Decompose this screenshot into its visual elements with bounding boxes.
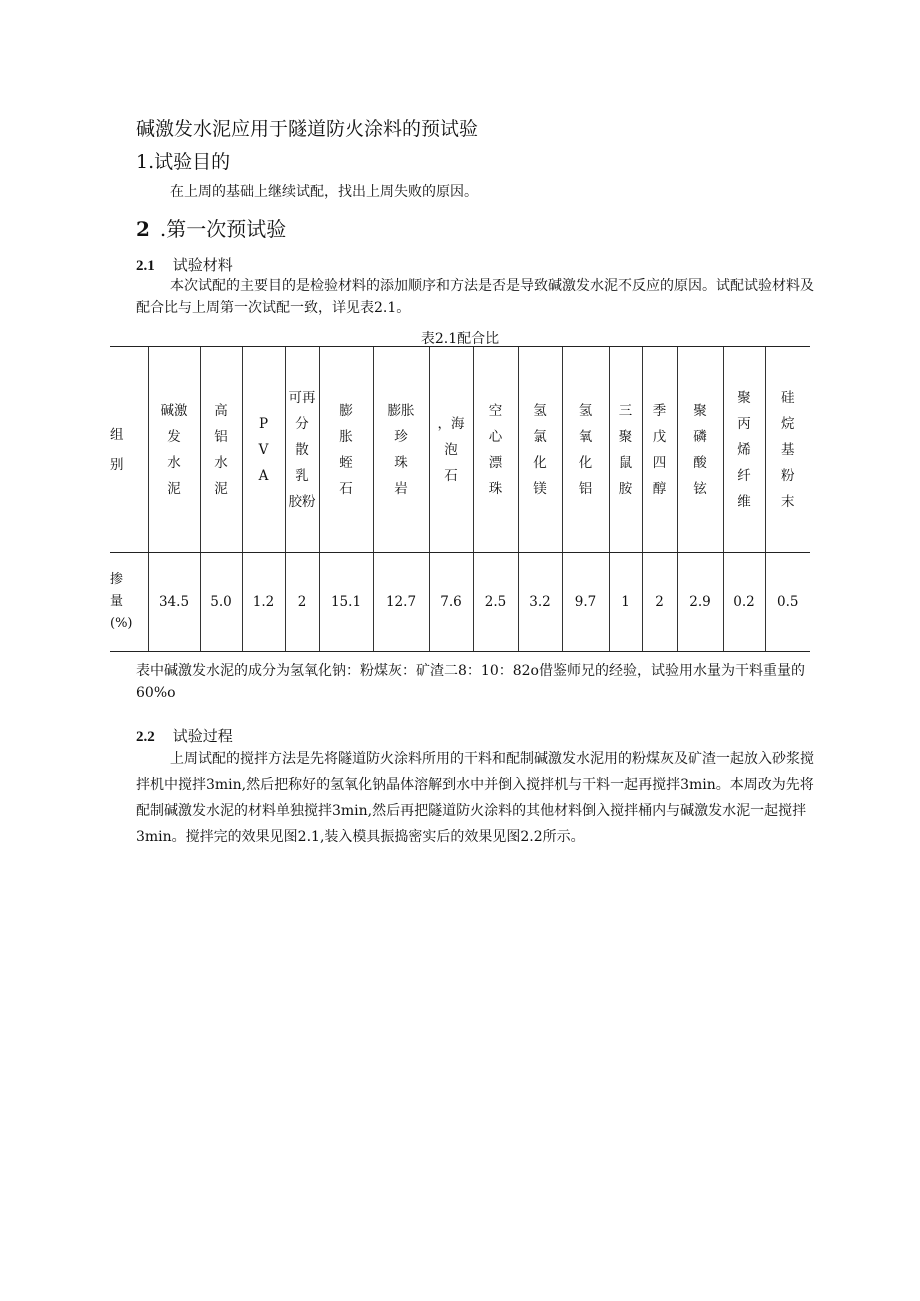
table-header-cell: 碱激 发 水 泥	[148, 347, 200, 553]
section-2-heading	[136, 213, 286, 242]
table-cell: 2.5	[473, 553, 518, 652]
table-row-label: 掺 量 (%)	[110, 553, 148, 652]
section-1-heading: 1.试验目的	[136, 151, 231, 173]
table-cell: 5.0	[200, 553, 242, 652]
subsection-2-2-number: 2.2	[136, 729, 155, 745]
subsection-2-2-text: 上周试配的搅拌方法是先将隧道防火涂料所用的干料和配制碱激发水泥用的粉煤灰及矿渣一起放入砂浆搅拌机中搅拌3min,然后把称好的氢氧化钠晶体溶解到水中并倒入搅拌机与干料一起再搅拌3min。本周改为先将配制碱激发水泥的材料单独搅拌3min,然后再把隧道防火涂料的其他材料倒入搅拌桶内与碱激发水泥一起搅拌3min。搅拌完的效果见图2.1,装入模具振捣密实后的效果见图2.2所示。	[136, 751, 814, 845]
section-2-title: .第一次预试验	[159, 217, 287, 241]
table-header-cell: 氢 氯 化 镁	[518, 347, 562, 553]
subsection-2-1-text: 本次试配的主要目的是检验材料的添加顺序和方法是否是导致碱激发水泥不反应的原因。试配试验材料及配合比与上周第一次试配一致，详见表2.1。	[136, 278, 814, 316]
table-cell: 2	[285, 553, 319, 652]
table-value-row	[110, 553, 810, 652]
table-cell: 9.7	[562, 553, 609, 652]
table-header-cell: 季 戊 四 醇	[642, 347, 677, 553]
table-header-cell: 氢 氧 化 铝	[562, 347, 609, 553]
table-header-cell: 可再 分 散 乳 胶粉	[285, 347, 319, 553]
table-header-cell: 聚 磷 酸 铉	[677, 347, 723, 553]
mix-ratio-table	[110, 346, 810, 652]
table-header-cell: ，海 泡 石	[429, 347, 473, 553]
table-cell: 12.7	[373, 553, 429, 652]
table-header-cell: 高 铝 水 泥	[200, 347, 242, 553]
subsection-2-1-heading	[136, 254, 233, 275]
table-caption: 表2.1配合比	[420, 331, 500, 347]
table-header-cell: 硅 烷 基 粉 末	[765, 347, 810, 553]
table-header-cell: P V A	[242, 347, 285, 553]
table-header-cell: 聚 丙 烯 纤 维	[723, 347, 765, 553]
table-header-cell: 膨 胀 蛭 石	[319, 347, 373, 553]
subsection-2-1-title: 试验材料	[172, 256, 233, 274]
table-cell: 2.9	[677, 553, 723, 652]
table-header-cell: 空 心 漂 珠	[473, 347, 518, 553]
table-cell: 0.5	[765, 553, 810, 652]
table-header-cell: 三 聚 鼠 胺	[609, 347, 642, 553]
table-note: 表中碱激发水泥的成分为氢氧化钠：粉煤灰：矿渣二8：10：82o借鉴师兄的经验，试验用水量为干料重量的60%o	[136, 663, 805, 701]
table-cell: 3.2	[518, 553, 562, 652]
subsection-2-2-heading	[136, 725, 233, 746]
section-2-number: 2	[136, 217, 150, 241]
document-title: 碱激发水泥应用于隧道防火涂料的预试验	[136, 118, 479, 140]
table-cell: 7.6	[429, 553, 473, 652]
table-cell: 34.5	[148, 553, 200, 652]
subsection-2-1-number: 2.1	[136, 258, 155, 274]
table-cell: 0.2	[723, 553, 765, 652]
table-cell: 2	[642, 553, 677, 652]
table-header-row	[110, 347, 810, 553]
section-1-text: 在上周的基础上继续试配，找出上周失败的原因。	[170, 184, 478, 200]
subsection-2-2-title: 试验过程	[172, 727, 233, 745]
table-cell: 1.2	[242, 553, 285, 652]
table-header-cell: 组 别	[110, 347, 148, 553]
table-header-cell: 膨胀 珍 珠 岩	[373, 347, 429, 553]
table-cell: 1	[609, 553, 642, 652]
table-cell: 15.1	[319, 553, 373, 652]
